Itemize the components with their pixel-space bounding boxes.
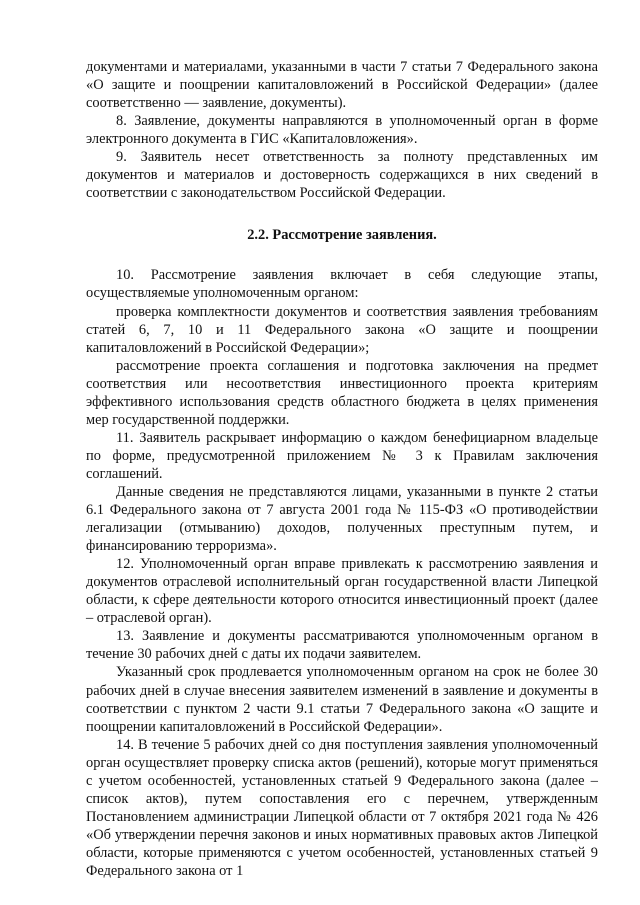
paragraph-13-extension: Указанный срок продлевается уполномоченным органом на срок не более 30 рабочих дней в случае внесения заявителем изменений в заявление и документы в соответствии с пунктом 2 части 9.1 статьи 7 Федерального закона «О защите и поощрении капиталовложений в Российской Федерации». [86,664,598,735]
paragraph-continuation: документами и материалами, указанными в части 7 статьи 7 Федерального закона «О защите и поощрении капиталовложений в Российской Федерации» (далее соответственно — заявление, документы). [86,59,598,112]
paragraph-11: 11. Заявитель раскрывает информацию о каждом бенефициарном владельце по форме, предусмотренной приложением № 3 к Правилам заключения соглашений. [86,429,598,482]
paragraph-9: 9. Заявитель несет ответственность за полноту представленных им документов и материалов и достоверность содержащихся в них сведений в соответствии с законодательством Российской Федерации. [86,149,598,202]
paragraph-8: 8. Заявление, документы направляются в уполномоченный орган в форме электронного документа в ГИС «Капиталовложения». [86,113,598,148]
paragraph-13: 13. Заявление и документы рассматриваются уполномоченным органом в течение 30 рабочих дней с даты их подачи заявителем. [86,628,598,663]
paragraph-14: 14. В течение 5 рабочих дней со дня поступления заявления уполномоченный орган осуществляет проверку списка актов (решений), которые могут применяться с учетом особенностей, установленных статьей 9 Федерального закона (далее – список актов), путем сопоставления его с перечнем, утвержденным Постановлением администрации Липецкой области от 7 октября 2021 года № 426 «Об утверждении перечня законов и иных нормативных правовых актов Липецкой области, которые применяются с учетом особенностей, установленных статьей 9 Федерального закона от 1 [86,736,598,879]
section-heading: 2.2. Рассмотрение заявления. [247,227,437,244]
paragraph-10: 10. Рассмотрение заявления включает в себя следующие этапы, осуществляемые уполномоченным органом: [86,267,598,302]
paragraph-10-item-2: рассмотрение проекта соглашения и подготовка заключения на предмет соответствия или несоответствия инвестиционного проекта критериям эффективного использования средств областного бюджета в целях применения мер государственной поддержки. [86,357,598,428]
paragraph-10-item-1: проверка комплектности документов и соответствия заявления требованиям статей 6, 7, 10 и 11 Федерального закона «О защите и поощрении капиталовложений в Российской Федерации»; [86,303,598,356]
paragraph-11-note: Данные сведения не представляются лицами, указанными в пункте 2 статьи 6.1 Федерального закона от 7 августа 2001 года № 115-ФЗ «О противодействии легализации (отмыванию) доходов, полученных преступным путем, и финансированию терроризма». [86,483,598,555]
paragraph-12: 12. Уполномоченный орган вправе привлекать к рассмотрению заявления и документов отраслевой исполнительный орган государственной власти Липецкой области, к сфере деятельности которого относится инвестиционный проект (далее – отраслевой орган). [86,556,598,627]
